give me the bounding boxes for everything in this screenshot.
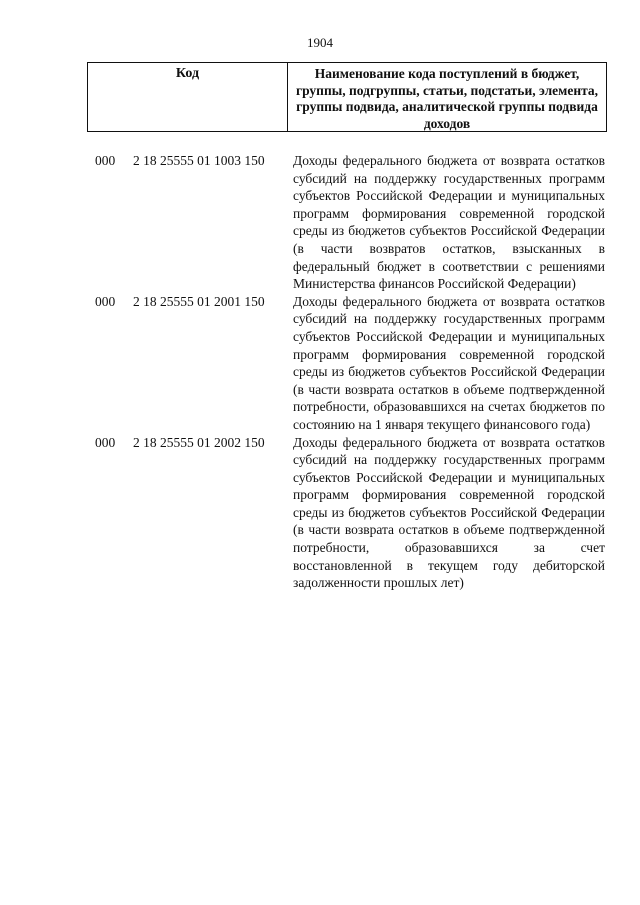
header-name-column: Наименование кода поступлений в бюджет, группы, подгруппы, статьи, подстатьи, элемента, группы подвида, аналитической группы подвида доходов: [295, 66, 599, 131]
table-header: [87, 62, 607, 132]
admin-code: 000: [95, 153, 116, 168]
income-code: 2 18 25555 01 2002 150: [133, 434, 265, 450]
header-code-column: Код: [88, 63, 288, 131]
income-code: 2 18 25555 01 2001 150: [133, 293, 265, 309]
table-row: [95, 293, 607, 434]
table-row: [95, 152, 607, 293]
admin-code: 000: [95, 434, 116, 450]
income-description: Доходы федерального бюджета от возврата остатков субсидий на поддержку государственных программ субъектов Российской Федерации и муниципальных программ формирования современной городской среды из бюджетов субъектов Российской Федерации (в части возврата остатков в объеме подтвержденной потребности, образовавшихся за счет восстановленной в текущем году дебиторской задолженности прошлых лет): [293, 434, 605, 591]
table-row: [95, 434, 607, 592]
income-description: Доходы федерального бюджета от возврата остатков субсидий на поддержку государственных программ субъектов Российской Федерации и муниципальных программ формирования современной городской среды из бюджетов субъектов Российской Федерации (в части возврата остатков в объеме подтвержденной потребности, образовавшихся на счетах бюджетов по состоянию на 1 января текущего финансового года): [293, 293, 605, 432]
page-number: 1904: [307, 35, 333, 50]
income-code-list: [95, 152, 607, 592]
income-code: 2 18 25555 01 1003 150: [133, 153, 265, 168]
admin-code: 000: [95, 293, 116, 309]
income-description: Доходы федерального бюджета от возврата остатков субсидий на поддержку государственных программ субъектов Российской Федерации и муниципальных программ формирования современной городской среды из бюджетов субъектов Российской Федерации (в части возвратов остатков, взысканных в федеральный бюджет в соответствии с решениями Министерства финансов Российской Федерации): [293, 153, 605, 292]
